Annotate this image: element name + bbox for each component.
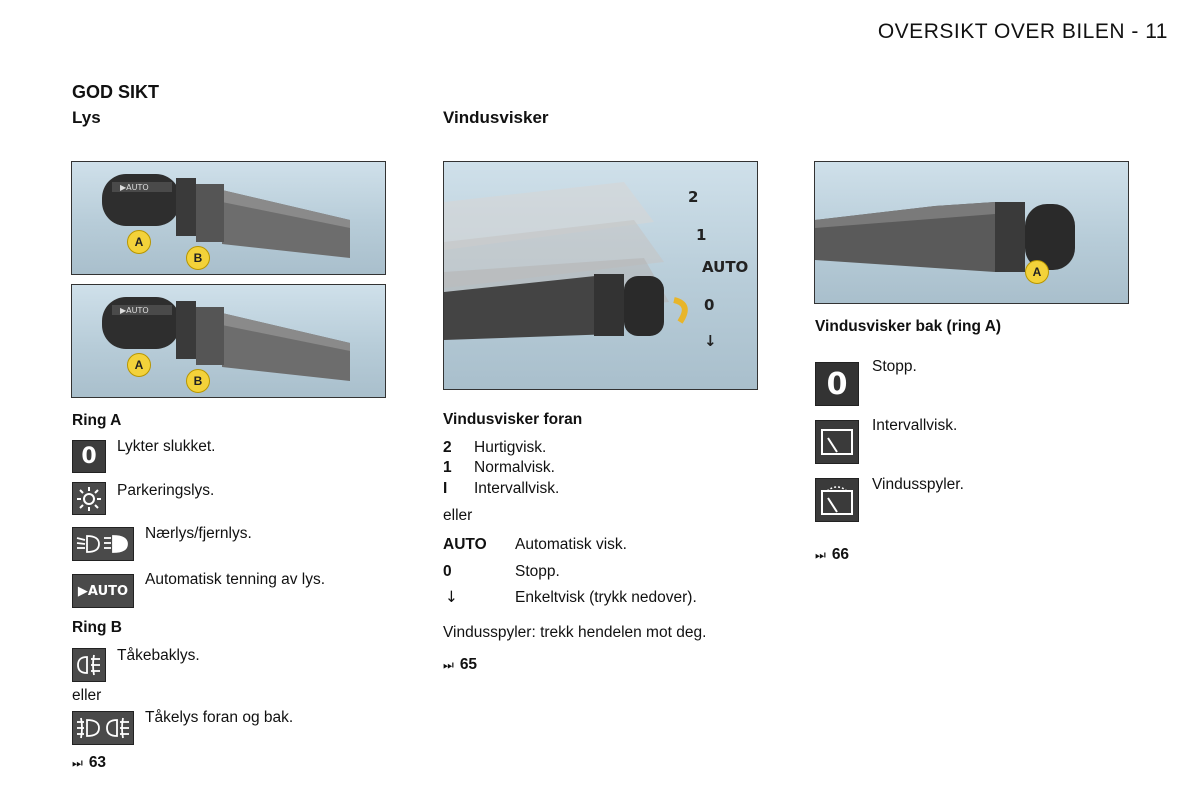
- mode-text: Automatisk visk.: [515, 536, 627, 553]
- ring-a-item-text: Automatisk tenning av lys.: [145, 571, 326, 588]
- wiper-position-0: 0: [704, 296, 715, 314]
- callout-a: A: [127, 353, 151, 377]
- ring-a-item-text: Nærlys/fjernlys.: [145, 525, 252, 542]
- wiper-position-down: ↓: [704, 332, 717, 350]
- speed-key: I: [443, 480, 448, 497]
- mode-key: AUTO: [443, 536, 487, 553]
- front-rear-fog-icon: [72, 711, 134, 745]
- rear-item-text: Stopp.: [872, 358, 917, 375]
- rear-fog-glyph: [75, 653, 103, 677]
- callout-a: A: [1025, 260, 1049, 284]
- wiper-position-1: 1: [696, 226, 707, 244]
- skip-forward-icon: ⏭: [443, 658, 454, 672]
- rear-wiper-stop-icon: 0: [815, 362, 859, 406]
- washer-text: Vindusspyler: trekk hendelen mot deg.: [443, 624, 707, 641]
- lamp-off-icon: 0: [72, 440, 106, 473]
- callout-a: A: [127, 230, 151, 254]
- front-wiper-stalk-image: [443, 161, 758, 390]
- down-arrow-icon: ↓: [445, 588, 458, 606]
- rear-wiper-title: Vindusvisker bak (ring A): [815, 318, 1002, 335]
- section-title: GOD SIKT: [72, 82, 160, 102]
- speed-key: 1: [443, 459, 452, 476]
- wiper-position-2: 2: [688, 188, 699, 206]
- auto-lights-icon: ▶AUTO: [72, 574, 134, 608]
- front-wiper-title: Vindusvisker foran: [443, 411, 583, 428]
- page-ref-65[interactable]: [443, 656, 477, 674]
- or-text: eller: [443, 507, 473, 524]
- lights-stalk-image-1: [71, 161, 386, 275]
- svg-text:▶AUTO: ▶AUTO: [120, 183, 149, 192]
- rear-wiper-stalk-image: [814, 161, 1129, 304]
- page-ref-number: 66: [831, 546, 850, 563]
- rear-item-text: Intervallvisk.: [872, 417, 958, 434]
- wiper-position-auto: AUTO: [702, 258, 749, 276]
- mode-key: 0: [443, 563, 452, 580]
- lights-stalk-drawing: [72, 162, 385, 274]
- lights-stalk-image-2: [71, 284, 386, 398]
- skip-forward-icon: ⏭: [72, 756, 83, 770]
- ring-a-item-text: Lykter slukket.: [117, 438, 216, 455]
- rear-wiper-drawing: [815, 162, 1128, 303]
- rear-wiper-glyph: [819, 427, 855, 457]
- lights-subtitle: Lys: [72, 108, 101, 127]
- svg-text:▶AUTO: ▶AUTO: [120, 306, 149, 315]
- speed-text: Hurtigvisk.: [474, 439, 547, 456]
- speed-text: Normalvisk.: [474, 459, 555, 476]
- speed-key: 2: [443, 439, 452, 456]
- rear-washer-glyph: [819, 483, 855, 517]
- rear-wiper-interval-icon: [815, 420, 859, 464]
- callout-b: B: [186, 246, 210, 270]
- or-text: eller: [72, 687, 102, 704]
- rear-washer-icon: [815, 478, 859, 522]
- parking-lights-glyph: [76, 486, 102, 512]
- mode-text: Enkeltvisk (trykk nedover).: [515, 589, 697, 606]
- low-high-beam-icon: [72, 527, 134, 561]
- ring-b-item-text: Tåkelys foran og bak.: [145, 709, 294, 726]
- page-ref-number: 63: [88, 754, 107, 771]
- callout-b: B: [186, 369, 210, 393]
- rear-item-text: Vindusspyler.: [872, 476, 964, 493]
- ring-a-item-text: Parkeringslys.: [117, 482, 215, 499]
- ring-a-title: Ring A: [72, 412, 122, 429]
- ring-b-title: Ring B: [72, 619, 122, 636]
- rear-fog-icon: [72, 648, 106, 682]
- page-ref-66[interactable]: [815, 546, 849, 564]
- page-ref-number: 65: [459, 656, 478, 673]
- speed-text: Intervallvisk.: [474, 480, 560, 497]
- page-ref-63[interactable]: [72, 754, 106, 772]
- wiper-subtitle: Vindusvisker: [443, 108, 549, 127]
- lights-stalk-drawing: [72, 285, 385, 397]
- beam-glyph: [75, 532, 131, 556]
- mode-text: Stopp.: [515, 563, 560, 580]
- ring-b-item-text: Tåkebaklys.: [117, 647, 200, 664]
- parking-lights-icon: [72, 482, 106, 515]
- front-rear-fog-glyph: [75, 716, 131, 740]
- page-header: OVERSIKT OVER BILEN - 11: [877, 20, 1168, 43]
- skip-forward-icon: ⏭: [815, 548, 826, 562]
